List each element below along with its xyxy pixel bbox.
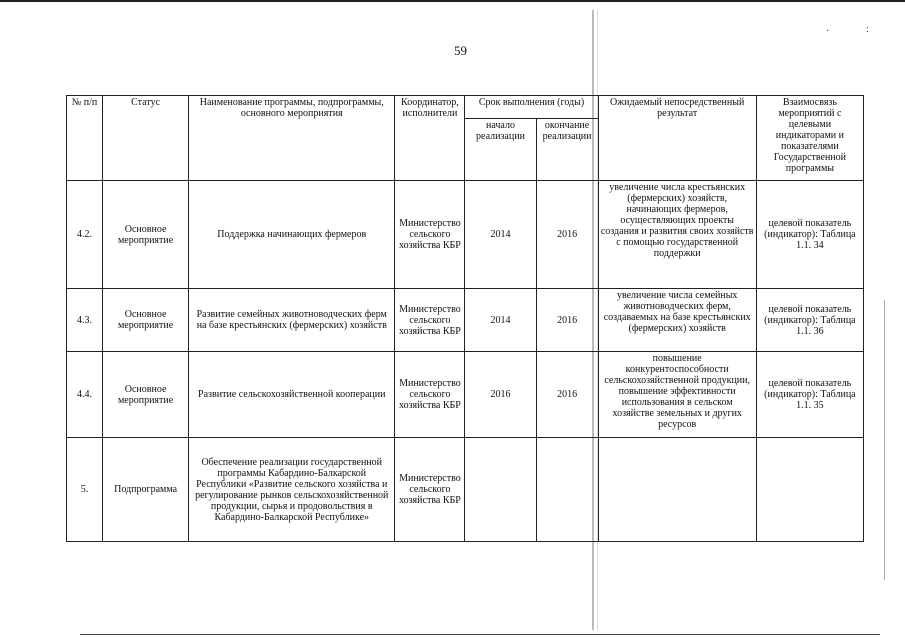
row-coordinator: Министерство сельского хозяйства КБР xyxy=(395,289,465,352)
row-result: увеличение числа крестьянских (фермерских) хозяйств, начинающих фермеров, осуществляющих проекты создания и развития своих хозяйств с помощью государственной поддержки xyxy=(598,181,756,289)
bottom-edge-line xyxy=(80,634,880,635)
row-name: Развитие семейных животноводческих ферм на базе крестьянских (фермерских) хозяйств xyxy=(189,289,395,352)
row-result: повышение конкурентоспособности сельскохозяйственной продукции, повышение эффективности использования в сельском хозяйстве земельных и других ресурсов xyxy=(598,352,756,438)
row-start: 2014 xyxy=(465,289,536,352)
row-name: Развитие сельскохозяйственной кооперации xyxy=(189,352,395,438)
header-start: начало реализации xyxy=(465,119,536,181)
header-coordinator: Координатор, исполнители xyxy=(395,96,465,181)
row-coordinator: Министерство сельского хозяйства КБР xyxy=(395,181,465,289)
row-end: 2016 xyxy=(536,352,598,438)
program-table xyxy=(66,95,864,542)
right-edge-mark xyxy=(884,300,885,580)
row-start xyxy=(465,438,536,542)
header-end: окончание реализации xyxy=(536,119,598,181)
row-start: 2016 xyxy=(465,352,536,438)
row-result xyxy=(598,438,756,542)
header-period: Срок выполнения (годы) xyxy=(465,96,598,119)
row-num: 4.4. xyxy=(67,352,103,438)
row-result: увеличение числа семейных животноводческих ферм, создаваемых на базе крестьянских (фермерских) хозяйств xyxy=(598,289,756,352)
header-num: № п/п xyxy=(67,96,103,181)
header-row xyxy=(67,96,864,119)
scan-speck: : xyxy=(866,24,869,35)
table-row xyxy=(67,181,864,289)
table-row xyxy=(67,289,864,352)
row-link: целевой показатель (индикатор): Таблица 1.1. 34 xyxy=(756,181,863,289)
top-edge-line xyxy=(0,0,905,2)
page-number: 59 xyxy=(454,43,467,58)
row-num: 4.3. xyxy=(67,289,103,352)
table-row xyxy=(67,352,864,438)
row-end: 2016 xyxy=(536,289,598,352)
row-num: 4.2. xyxy=(67,181,103,289)
row-coordinator: Министерство сельского хозяйства КБР xyxy=(395,438,465,542)
row-status: Основное мероприятие xyxy=(103,352,189,438)
row-status: Подпрограмма xyxy=(103,438,189,542)
header-status: Статус xyxy=(103,96,189,181)
row-link xyxy=(756,438,863,542)
row-end xyxy=(536,438,598,542)
header-result: Ожидаемый непосредственный результат xyxy=(598,96,756,181)
row-start: 2014 xyxy=(465,181,536,289)
row-status: Основное мероприятие xyxy=(103,289,189,352)
row-name: Обеспечение реализации государственной программы Кабардино-Балкарской Республики «Развитие сельского хозяйства и регулирование рынков сельскохозяйственной продукции, сырья и продовольствия в Кабардино-Балкарской Республике» xyxy=(189,438,395,542)
row-link: целевой показатель (индикатор): Таблица 1.1. 36 xyxy=(756,289,863,352)
table-row xyxy=(67,438,864,542)
header-name: Наименование программы, подпрограммы, основного мероприятия xyxy=(189,96,395,181)
header-link: Взаимосвязь мероприятий с целевыми индикаторами и показателями Государственной программы xyxy=(756,96,863,181)
row-link: целевой показатель (индикатор): Таблица 1.1. 35 xyxy=(756,352,863,438)
row-status: Основное мероприятие xyxy=(103,181,189,289)
row-num: 5. xyxy=(67,438,103,542)
row-coordinator: Министерство сельского хозяйства КБР xyxy=(395,352,465,438)
row-name: Поддержка начинающих фермеров xyxy=(189,181,395,289)
scan-speck: · xyxy=(826,26,830,37)
row-end: 2016 xyxy=(536,181,598,289)
